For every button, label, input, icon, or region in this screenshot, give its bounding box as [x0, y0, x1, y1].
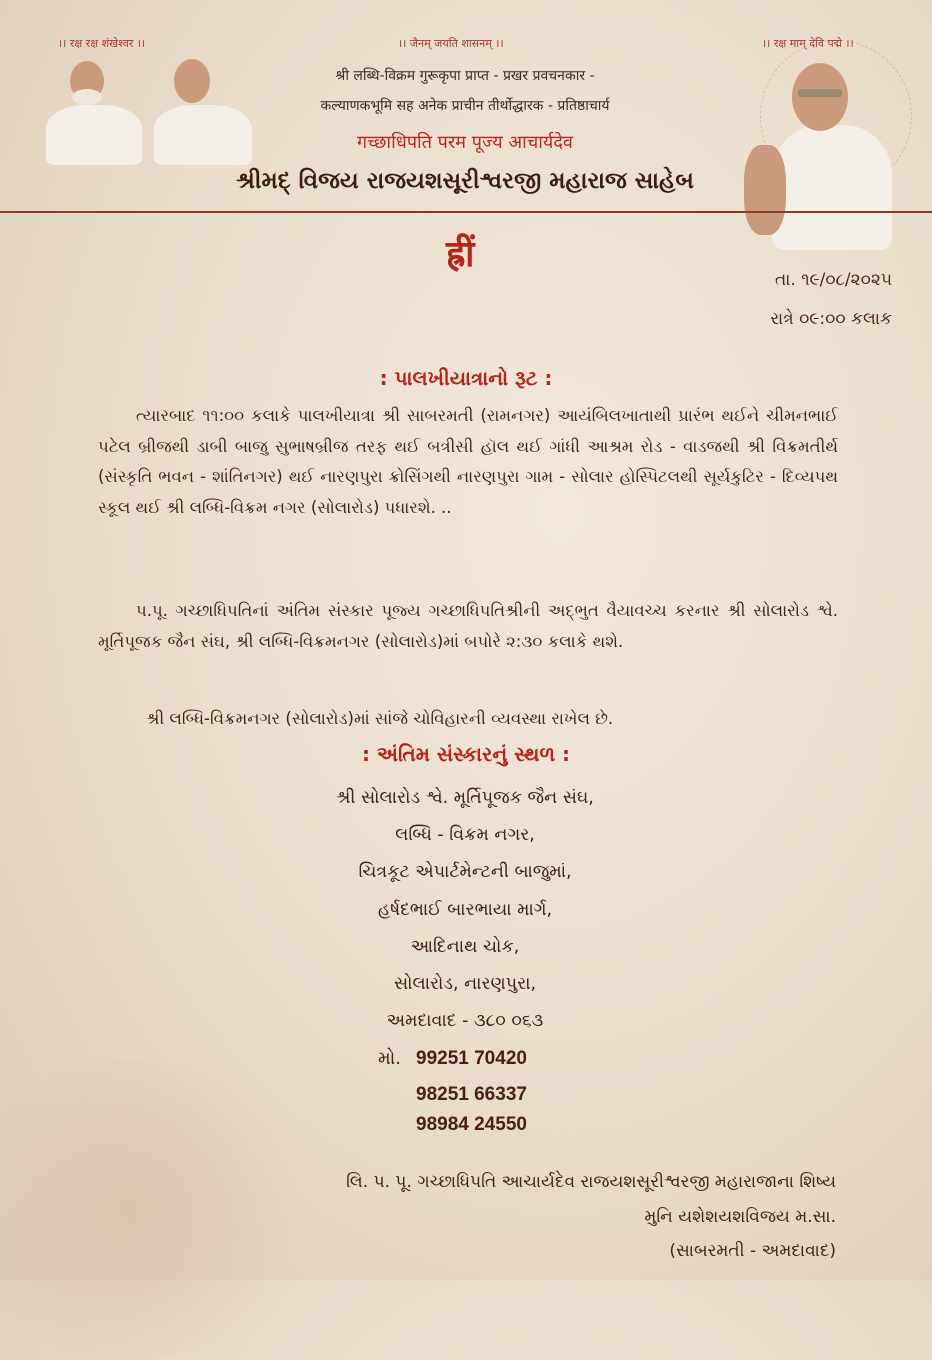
time-line: રાત્રે ૦૯:૦૦ કલાક	[770, 309, 892, 329]
tag-right: ।। रक्ष माम् देवि पद्मे ।।	[762, 37, 854, 50]
venue-address-line: શ્રી સોલારોડ શ્વે. મૂર્તિપૂજક જૈન સંઘ,	[336, 788, 594, 808]
guru-photo-left	[34, 55, 144, 165]
footer-line-2: મુનિ યશેશયશવિજય મ.સા.	[644, 1206, 836, 1227]
venue-heading: : અંતિમ સંસ્કારનું સ્થળ :	[361, 742, 571, 766]
mobile-prefix: મો.	[378, 1048, 401, 1069]
header-divider	[0, 211, 932, 213]
tag-left: ।। रक्ष रक्ष शंखेश्वर ।।	[58, 37, 146, 50]
phone-number-1: 99251 70420	[416, 1048, 527, 1069]
header-line-2: कल्याणकभूमि सह अनेक प्राचीन तीर्थोद्धारक - प्रतिष्ठाचार्य	[320, 98, 610, 114]
footer-signature	[346, 1165, 836, 1269]
phone-number-2: 98251 66337	[416, 1084, 527, 1105]
header-line-1: श्री लब्धि-विक्रम गुरूकृपा प्राप्त - प्रखर प्रवचनकार -	[335, 68, 595, 84]
venue-address	[250, 780, 680, 1040]
route-paragraph-1: ત્યારબાદ ૧૧:૦૦ કલાકે પાલખીયાત્રા શ્રી સાબરમતી (રામનગર) આયંબિલખાતાથી પ્રારંભ થઈને ચીમનભાઈ પટેલ બ્રીજથી ડાબી બાજુ સુભાષબ્રીજ તરફ થઈ બત્રીસી હૉલ થઈ ગાંધી આશ્રમ રોડ - વાડજથી શ્રી વિક્રમતીર્થ (સંસ્કૃતિ ભવન - શાંતિનગર) થઈ નારણપુરા ક્રોસિંગથી નારણપુરા ગામ - સોલાર હોસ્પિટલથી સૂર્યકુટિર - દિવ્યપથ સ્કૂલ થઈ શ્રી લબ્ધિ-વિક્રમ નગર (સોલારોડ) પધારશે. ..	[98, 406, 838, 517]
venue-address-line: ચિત્રકૂટ એપાર્ટમેન્ટની બાજુમાં,	[358, 862, 572, 883]
footer-line-3: (સાબરમતી - અમદાવાદ)	[669, 1241, 836, 1261]
acharya-photo-right	[742, 55, 902, 250]
route-heading: : પાલખીયાત્રાનો રૂટ :	[379, 366, 553, 390]
date-line: તા. ૧૯/૦૮/૨૦૨૫	[774, 270, 892, 290]
venue-address-line: હર્ષદભાઈ બારભાયા માર્ગ,	[377, 899, 553, 920]
venue-address-line: અમદાવાદ - ૩૮૦ ૦૬૩	[386, 1011, 544, 1032]
venue-address-line: સોલારોડ, નારણપુરા,	[393, 974, 537, 995]
venue-address-line: લબ્ધિ - વિક્રમ નગર,	[395, 825, 535, 846]
paper-stain	[0, 1060, 320, 1360]
phone-number-3: 98984 24550	[416, 1114, 527, 1135]
hrim-symbol: ह्रीं	[446, 234, 475, 275]
route-paragraph-2: પ.પૂ. ગચ્છાધિપતિનાં અંતિમ સંસ્કાર પૂજ્ય ગચ્છાધિપતિશ્રીની અદ્ભુત વૈયાવચ્ચ કરનાર શ્રી સોલારોડ શ્વે. મૂર્તિપૂજક જૈન સંઘ, શ્રી લબ્ધિ-વિક્રમનગર (સોલારોડ)માં બપોરે ૨:૩૦ કલાકે થશે.	[98, 601, 838, 651]
route-paragraph-3: શ્રી લબ્ધિ-વિક્રમનગર (સોલારોડ)માં સાંજે ચોવિહારની વ્યવસ્થા રાખેલ છે.	[146, 709, 614, 728]
footer-line-1: લિ. પ. પૂ. ગચ્છાધિપતિ આચાર્યદેવ રાજયશસૂરીશ્વરજી મહારાજાના શિષ્ય	[346, 1172, 836, 1192]
gacchadhipati-title: गच्छाधिपति परम पूज्य आचार्यदेव	[357, 132, 573, 153]
tag-center: ।। जैनम् जयति शासनम् ।।	[398, 37, 504, 50]
venue-address-line: આદિનાથ ચોક,	[410, 936, 520, 957]
page-title: શ્રીમદ્ વિજય રાજયશસૂરીશ્વરજી મહારાજ સાહેબ	[236, 168, 694, 194]
